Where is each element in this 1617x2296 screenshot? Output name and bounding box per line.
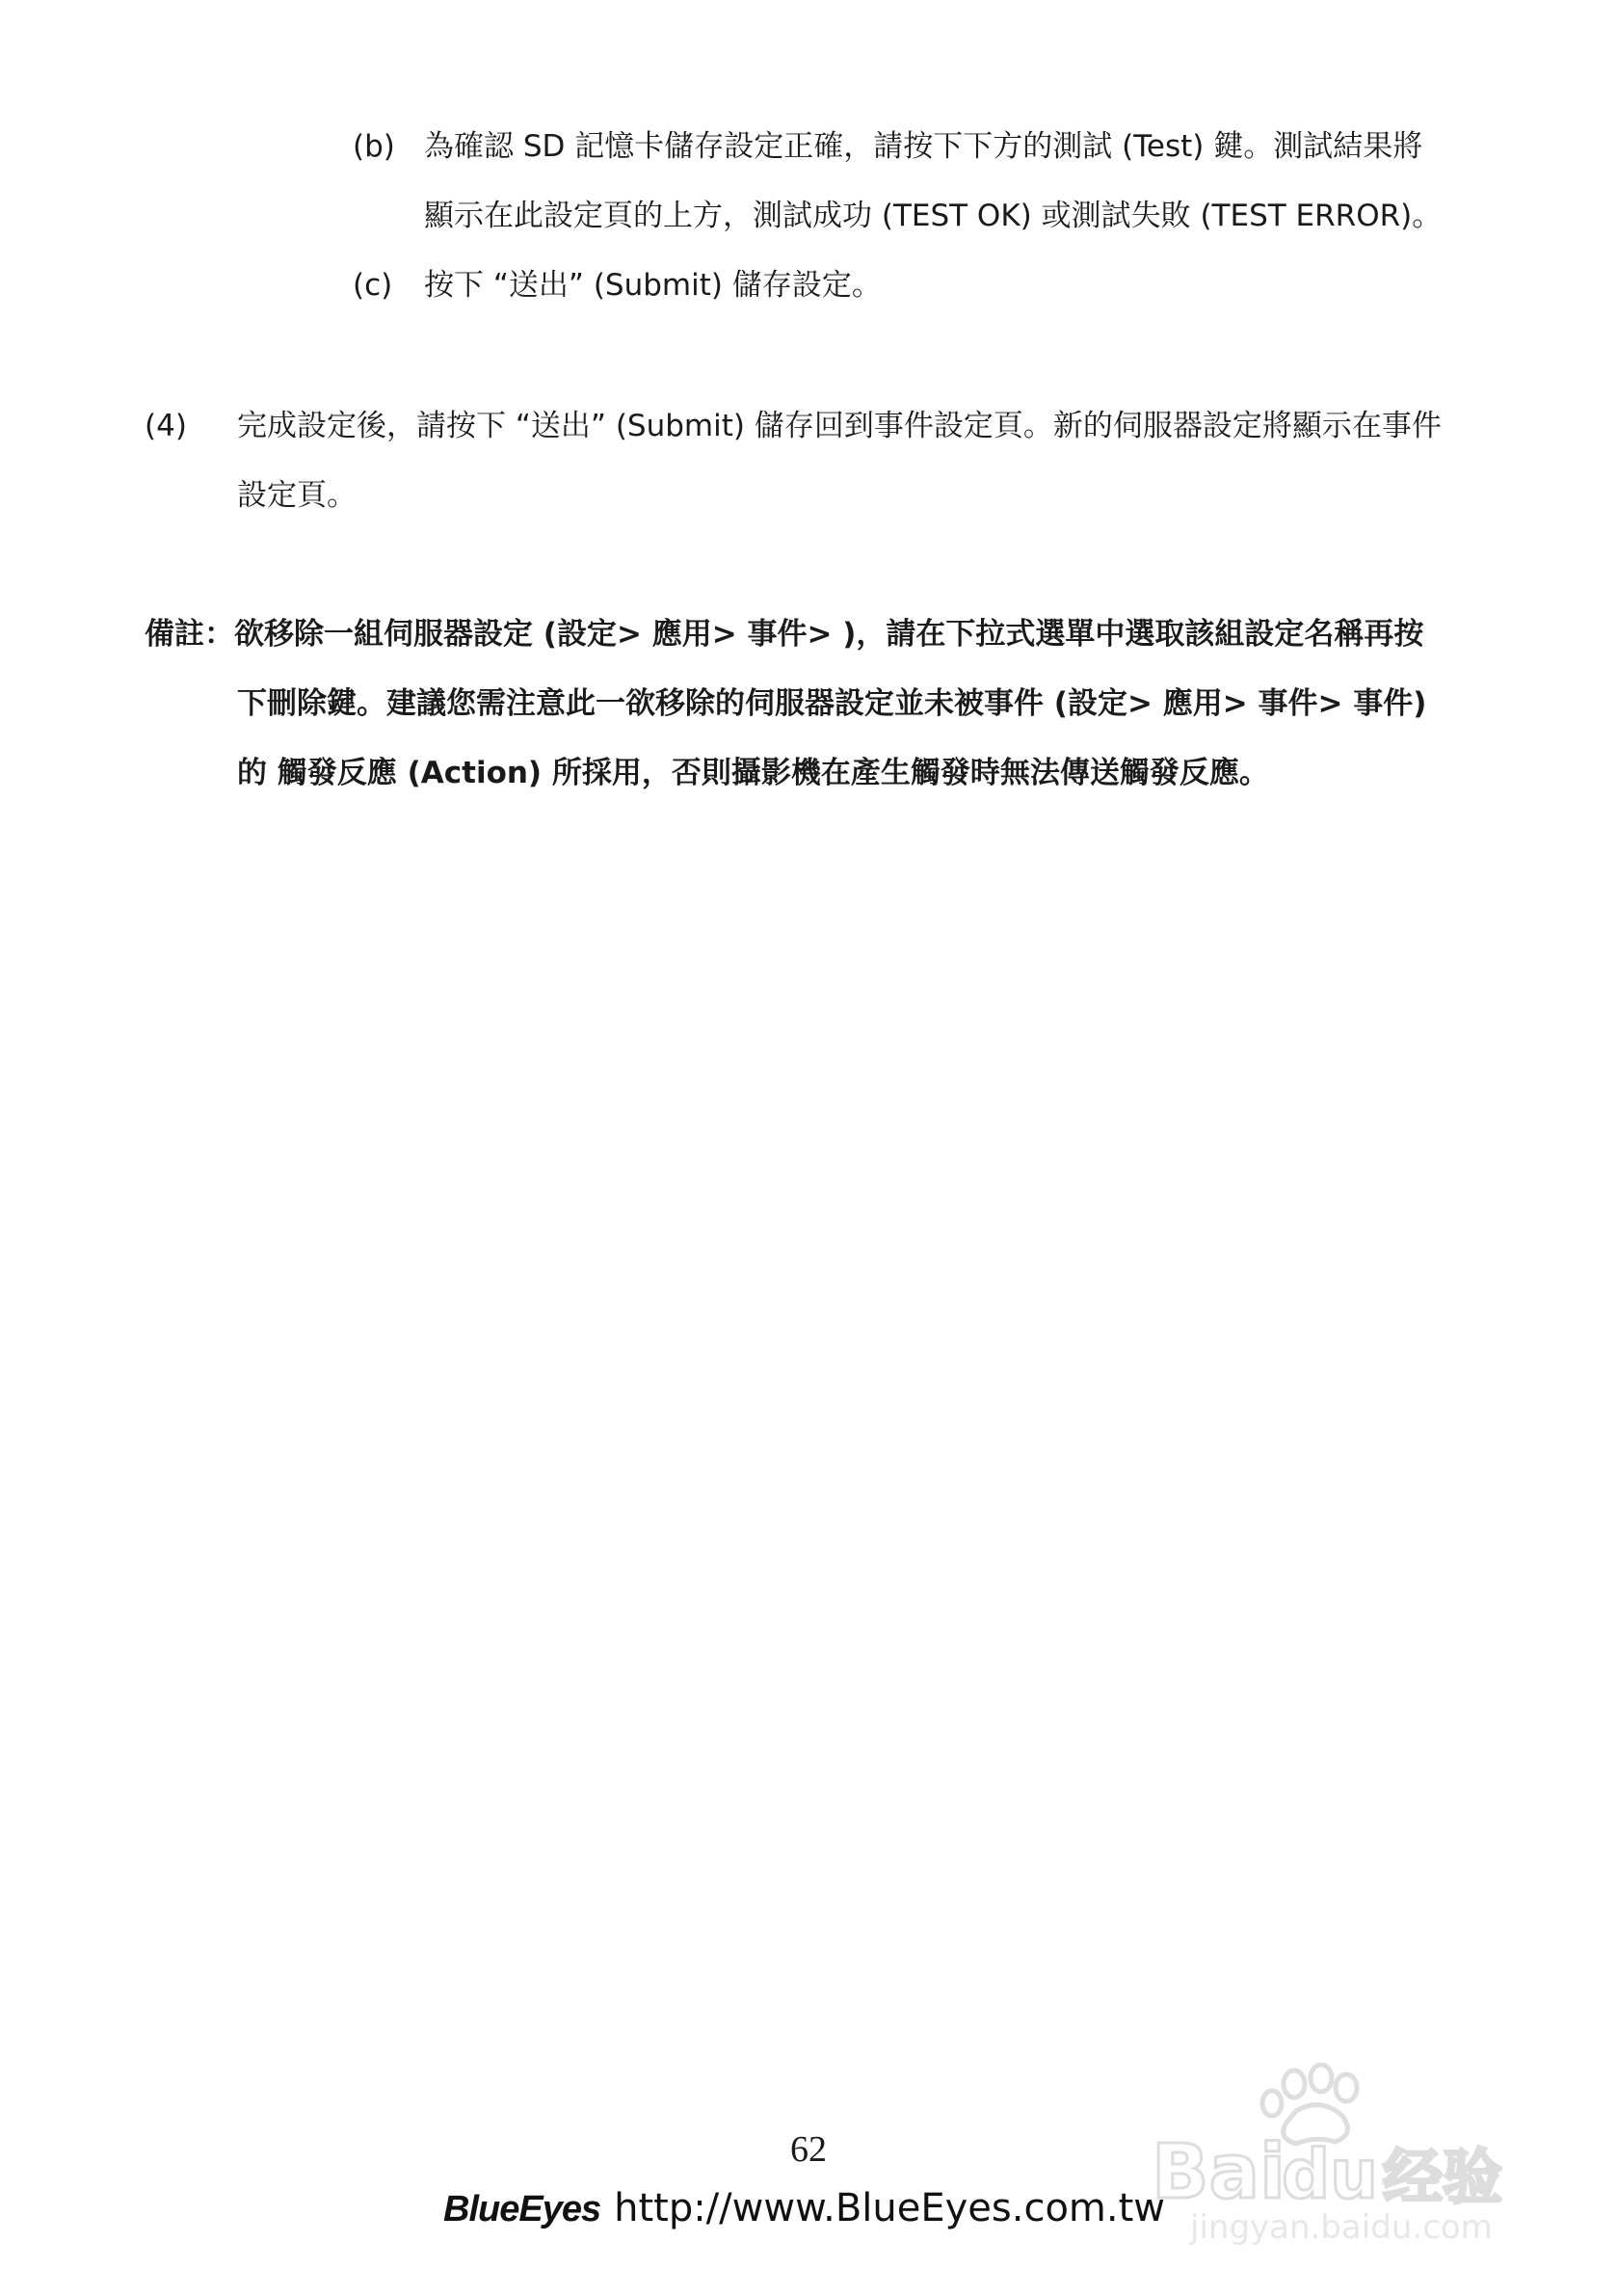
item-c-line-1: 按下 “送出” (Submit) 儲存設定。 [424, 268, 882, 303]
footer-url: http://www.BlueEyes.com.tw [614, 2186, 1165, 2230]
step-4-label: (4) [145, 409, 187, 443]
item-b-label: (b) [353, 129, 395, 164]
footer [443, 2186, 1165, 2240]
item-c-label: (c) [353, 268, 393, 303]
svg-text:du: du [1282, 2135, 1378, 2214]
svg-text:经验: 经验 [1383, 2142, 1503, 2212]
item-b-line-1: 為確認 SD 記憶卡儲存設定正確，請按下下方的測試 (Test) 鍵。測試結果將 [424, 129, 1423, 164]
note-line-2: 下刪除鍵。建議您需注意此一欲移除的伺服器設定並未被事件 (設定> 應用> 事件> 事件) [237, 686, 1427, 721]
baidu-watermark-logo [1152, 2063, 1537, 2246]
brand-logo: BlueEyes [443, 2189, 601, 2229]
note-line-1: 備註：欲移除一組伺服器設定 (設定> 應用> 事件> )，請在下拉式選單中選取該組設定名稱再按 [145, 617, 1424, 652]
item-b-line-2: 顯示在此設定頁的上方，測試成功 (TEST OK) 或測試失敗 (TEST ERROR)。 [424, 199, 1443, 233]
step-4-line-2: 設定頁。 [237, 478, 357, 513]
note-line-3: 的 觸發反應 (Action) 所採用，否則攝影機在產生觸發時無法傳送觸發反應。 [237, 756, 1269, 790]
step-4-line-1: 完成設定後，請按下 “送出” (Submit) 儲存回到事件設定頁。新的伺服器設定將顯示在事件 [237, 409, 1442, 443]
watermark-logo-text: Bai [1152, 2129, 1286, 2216]
watermark-domain-text: jingyan.baidu.com [1190, 2208, 1493, 2246]
page-number: 62 [790, 2129, 827, 2170]
